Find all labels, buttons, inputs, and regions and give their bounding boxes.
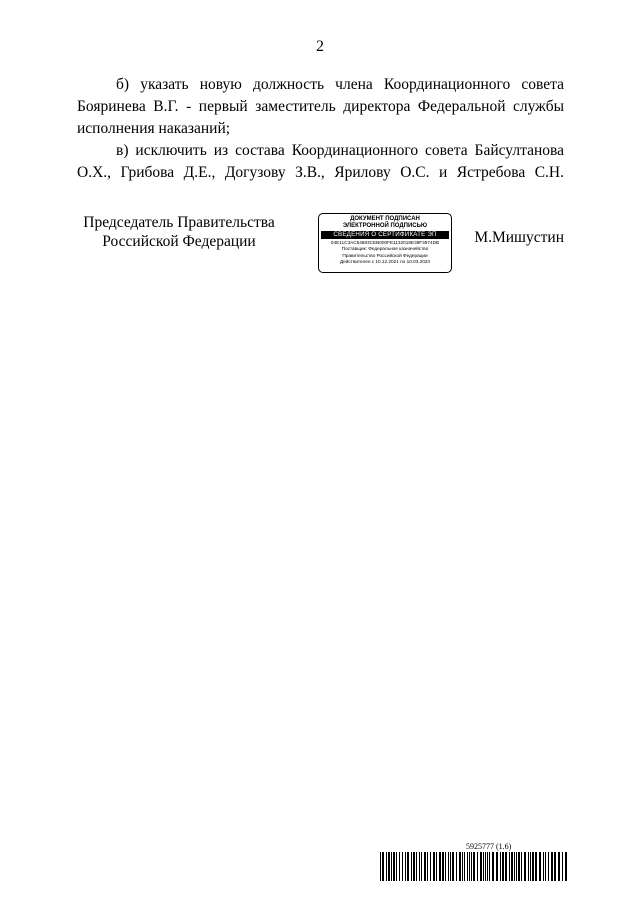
document-body xyxy=(77,74,564,184)
paragraph-b: б) указать новую должность члена Координационного совета Бояринева В.Г. - первый заместитель директора Федеральной службы исполнения наказаний; xyxy=(77,76,564,137)
stamp-serial: 04E11C3AC54683CEB000FE1132018E39F3974DB xyxy=(330,240,440,245)
page-number: 2 xyxy=(316,38,324,55)
stamp-owner: Правительство Российской Федерации xyxy=(342,252,428,258)
signer-name: М.Мишустин xyxy=(474,229,564,246)
signer-title-line1: Председатель Правительства xyxy=(83,214,275,231)
electronic-signature-stamp xyxy=(318,213,452,273)
stamp-line2: ЭЛЕКТРОННОЙ ПОДПИСЬЮ xyxy=(342,223,428,229)
barcode-icon xyxy=(380,852,569,881)
paragraph-c: в) исключить из состава Координационного совета Байсултанова О.Х., Грибова Д.Е., Догузову З.В., Ярилову О.С. и Ястребова С.Н. xyxy=(77,142,564,181)
stamp-validity: Действителен с 10.12.2021 по 10.03.2023 xyxy=(339,259,431,265)
stamp-line1: ДОКУМЕНТ ПОДПИСАН xyxy=(350,216,420,222)
barcode-label: 5925777 (1.6) xyxy=(466,842,512,851)
stamp-supplier: Поставщик: Федеральное казначейство xyxy=(341,246,429,252)
signer-title-line2: Российской Федерации xyxy=(102,233,256,250)
signer-title xyxy=(77,213,281,251)
stamp-banner: СВЕДЕНИЯ О СЕРТИФИКАТЕ ЭП xyxy=(321,231,449,239)
